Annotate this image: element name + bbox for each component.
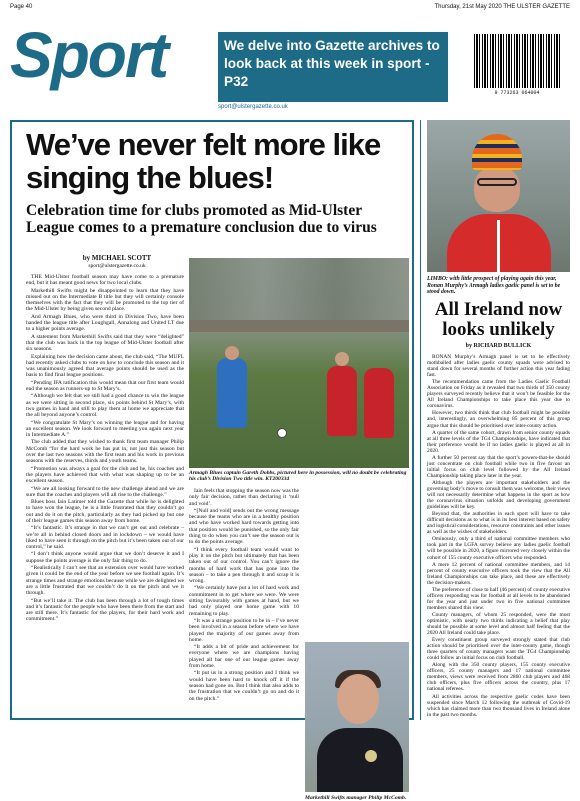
paragraph: Markethill Swifts might be disappointed to learn that they have missed out on the Intermediate B title but they will certainly console themselves with the fact that they will be promoted to the top tier of the Mid-Ulster by being given second place. <box>26 287 184 313</box>
paragraph: A mere 12 percent of national committee members, and 14 percent of county executive officers took the view that the All Ireland Championships can take place, and these are effectively the decision-makers. <box>427 561 570 586</box>
sidebar-photo-caption: LIMBO: with little prospect of playing again this year, Ronan Murphy’s Armagh ladies gaelic panel is set to be stood down. <box>427 276 561 295</box>
barcode-bars <box>474 34 560 88</box>
paragraph: “Although we felt that we still had a good chance to win the league as we were sitting in second place, six points behind St Mary’s, with two games in hand and still to play them at home we appreciate that the all beyond anyone’s control. <box>26 393 184 419</box>
paragraph: “Promotion was always a goal for the club and he, his coaches and the players have achieved that with what was shaping up to be an excellent season. <box>26 465 184 485</box>
byline-email[interactable]: sport@ulstergazette.co.uk <box>88 263 146 269</box>
player-blue-kit <box>217 358 247 428</box>
sport-section-title: Sport <box>10 19 168 91</box>
paragraph: A quarter of the same cohort, drawn from senior county squads at all three levels of the TG4 Championships, have indicated that their preference would be if no ladies gaelic is played at all in 2020. <box>427 429 570 454</box>
paragraph: “I think every football team would want to play it on the pitch but ultimately that has been taken out of our control. You can’t ignore the months of hard work that has gone into the season – to take a pen through it and scrap it is wrong. <box>189 546 299 585</box>
archive-promo[interactable]: We delve into Gazette archives to look back at this week in sport - P32 <box>218 32 448 102</box>
paragraph: Although the players are important stakeholders and the governing body’s move to consult them was welcome, their views will not necessarily determine what happens in the sport as how the coronavirus situation unfolds and developing government guidelines will be key. <box>427 479 570 511</box>
photo-background-trees <box>189 258 409 320</box>
paragraph: “We certainly have put a lot of hard work and commitment in to get where we were. We were sitting favourably with games at hand, but we had only played one home game with 10 remaining to play. <box>189 585 299 617</box>
ladies-gaelic-manager-photo <box>427 120 570 272</box>
paragraph: RONAN Murphy’s Armagh panel is set to be effectively mothballed after ladies gaelic county squads were advised to stand down for several months of further action this year fading fast. <box>427 354 570 379</box>
paragraph: “It’s fantastic. It’s strange in that we can’t get out and celebrate – we’re all in behind closed doors and in lockdown – we would have liked to have seen it through on the pitch but it’s been taken out of our control,” he said. <box>26 525 184 551</box>
glasses-icon <box>477 178 517 186</box>
match-photo-caption: Armagh Blues captain Gareth Dobbs, pictured here in possession, will no doubt be celebrating his club’s Division Two title win. KT200334 <box>189 470 407 483</box>
manager-portrait-photo <box>305 642 409 792</box>
paragraph: County managers, of whom 25 responded, were the most optimistic, with nearly two thirds indicating a belief that play should be possible at some level and almost half feeling that the 2020 All Ireland could take place. <box>427 611 570 637</box>
player-head <box>225 346 239 360</box>
lead-headline: We’ve never felt more like singing the blues! <box>26 127 381 195</box>
paragraph: All activities across the respective gaelic codes have been suspended since March 12 following the outbreak of Covid-19 which has claimed more than two thousand lives in Ireland alone in the past two months. <box>427 693 570 718</box>
paragraph: “We are all looking forward to the new challenge ahead and we are sure that the coaches and players will all rise to the challenge.” <box>26 485 184 498</box>
paragraph: “Realistically I can’t see that an extension over would have worked given it could be the end of the year before we see football again. It’s strange times and strange emotions because while we are delighted we are a little frustrated that we couldn’t do it on the pitch and we it through. <box>26 565 184 597</box>
paragraph: Explaining how the decision came about, the club said, “The MUFL had recently asked clubs to vote on how to conclude this season and it was unanimously agreed that average points should be used as the basis to find final league positions. <box>26 353 184 379</box>
football <box>277 428 287 438</box>
column-divider <box>420 120 421 720</box>
byline-name: by MICHAEL SCOTT <box>82 254 152 262</box>
player-head <box>335 352 349 366</box>
sidebar-byline: by RICHARD BULLICK <box>465 343 532 349</box>
paragraph: “Pending IFA ratification this would mean that our first team would end the season as runners-up to St Mary’s. <box>26 379 184 393</box>
sport-email[interactable]: sport@ulstergazette.co.uk <box>218 104 288 110</box>
photo-fence <box>189 320 409 332</box>
paragraph: “It was a strange position to be in – I’ve never been involved in a season before where we have played the majority of our games away from home. <box>189 617 299 643</box>
paragraph: Every constituent group surveyed strongly stated that club action should be prioritised over the inter-county game, though three quarters of county managers want the TG4 Championship could follow an initial focus on club football. <box>427 637 570 662</box>
paragraph: “I don’t think anyone would argue that we don’t deserve it and I suppose the points average is the only fair thing to do. <box>26 551 184 564</box>
paragraph: “But we’ll take it. The club has been through a lot of tough times and it’s fantastic for the people who have been there from the start and are still there. It’s fantastic for the players, for their hard work and commitment.” <box>26 597 184 623</box>
paragraph: “It put us in a strong position and I think we would have been hard to knock off it if the season had gone on. But I think that also adds to the frustration that we couldn’t go on and do it on the pitch.” <box>189 670 299 702</box>
paragraph: The preference of close to half (46 percent) of county executive officers responding was for football at all levels to be abandoned for the year and just under two in five national committee members shared this view. <box>427 586 570 611</box>
red-jacket <box>447 214 551 272</box>
lead-column-2 <box>189 488 299 703</box>
sidebar-story-column <box>427 354 570 719</box>
paragraph: And Armagh Blues, who were third in Division Two, have been handed the league title after Loughgall, Annalong and United LT due to a higher points average. <box>26 313 184 333</box>
barcode-number: 9 773263 064004 <box>494 90 540 96</box>
manager-face <box>337 674 379 724</box>
lead-story-frame <box>10 120 414 801</box>
sport-masthead <box>10 16 570 112</box>
player-red-kit <box>364 368 394 438</box>
page-number: Page 40 <box>10 4 33 10</box>
paragraph: Ominously, only a third of national committee members who took part in the LGFA survey believe any ladies gaelic football will be possible in 2020, a figure mirrored very closely within the cohort of 155 county executive officers who responded. <box>427 536 570 561</box>
paragraph: Blues boss Iain Latimer told the Gazette that while he is delighted to have won the league, he is a little frustrated that they couldn’t go out and do it on the pitch, particularly as they had picked up but one of their league games this season away from home. <box>26 499 184 524</box>
paragraph: “It adds a bit of pride and achievement for everyone where we are champions having played all bar one of our league games away from home. <box>189 644 299 670</box>
striped-hat <box>472 134 522 170</box>
paragraph: A further 50 percent say that the sport’s powers-that-be should just concentrate on club football while two in five favour an initial focus on club level followed by the All Ireland Championship taking place later in the year. <box>427 454 570 479</box>
paragraph: The club added that they wished to thank first team manager Philip McComb “for the hard work he has put in, not just this season but over the last two seasons with the first team and his work in previous seasons with the reserves, thirds and youth teams. <box>26 439 184 465</box>
player-red-kit <box>327 366 357 436</box>
date-line: Thursday, 21st May 2020 THE ULSTER GAZETTE <box>434 4 570 10</box>
club-badge-icon <box>365 750 377 762</box>
sidebar-headline: All Ireland now looks unlikely <box>434 299 563 340</box>
paragraph: Beyond that, the authorities in each sport will have to take difficult decisions as to what is in its best interest based on safety and logistical considerations, resource constraints and other issues as well as the wishes of stakeholders. <box>427 511 570 536</box>
lead-column-1 <box>26 274 184 624</box>
paragraph: Along with the 350 county players, 155 county executive officers, 25 county managers and 17 national committee members, views were received from 2860 club players and 468 club officers, plus five officers across the country, plus 17 national referees. <box>427 662 570 693</box>
paragraph: The recommendation came from the Ladies Gaelic Football Association on Friday as it revealed that two thirds of 350 county players surveyed recently believe that it won’t be feasible for the All Ireland Championships to take place this year due to coronavirus. <box>427 379 570 410</box>
paragraph: “We congratulate St Mary’s on winning the league and for having an excellent season. We look forward to meeting you again next year in Intermediate A.” <box>26 419 184 439</box>
football-match-photo <box>189 258 409 468</box>
barcode <box>474 34 560 100</box>
paragraph: However, two thirds think that club football might be possible and, interestingly, an overwhelming 85 percent of this group argue that this should be prioritised over inter-county action. <box>427 410 570 429</box>
paragraph: THE Mid-Ulster football season may have come to a premature end, but it has meant good news for two local clubs. <box>26 274 184 287</box>
paragraph: A statement from Markethill Swifts said that they were “delighted” that the club was back in the top league of Mid-Ulster football after six seasons. <box>26 333 184 353</box>
manager-face <box>474 166 520 212</box>
paragraph: “[Null and void] sends out the wrong message because the teams who are in a healthy position and who have worked hard towards getting into that position would be punished, so the only fair thing to do when you can’t see the season out is to do the points average. <box>189 507 299 546</box>
page-header-bar <box>10 4 570 14</box>
lead-byline <box>42 254 192 270</box>
paragraph: Iain feels that stopping the season now was the only fair decision, rather than declaring it ‘null and void’. <box>189 488 300 507</box>
jacket-zip <box>497 220 500 272</box>
lead-standfirst: Celebration time for clubs promoted as Mid-Ulster League comes to a premature conclusion due to virus <box>26 202 377 236</box>
manager-jacket <box>317 728 403 792</box>
manager-photo-caption: Markethill Swifts manager Philip McComb. <box>305 795 407 801</box>
